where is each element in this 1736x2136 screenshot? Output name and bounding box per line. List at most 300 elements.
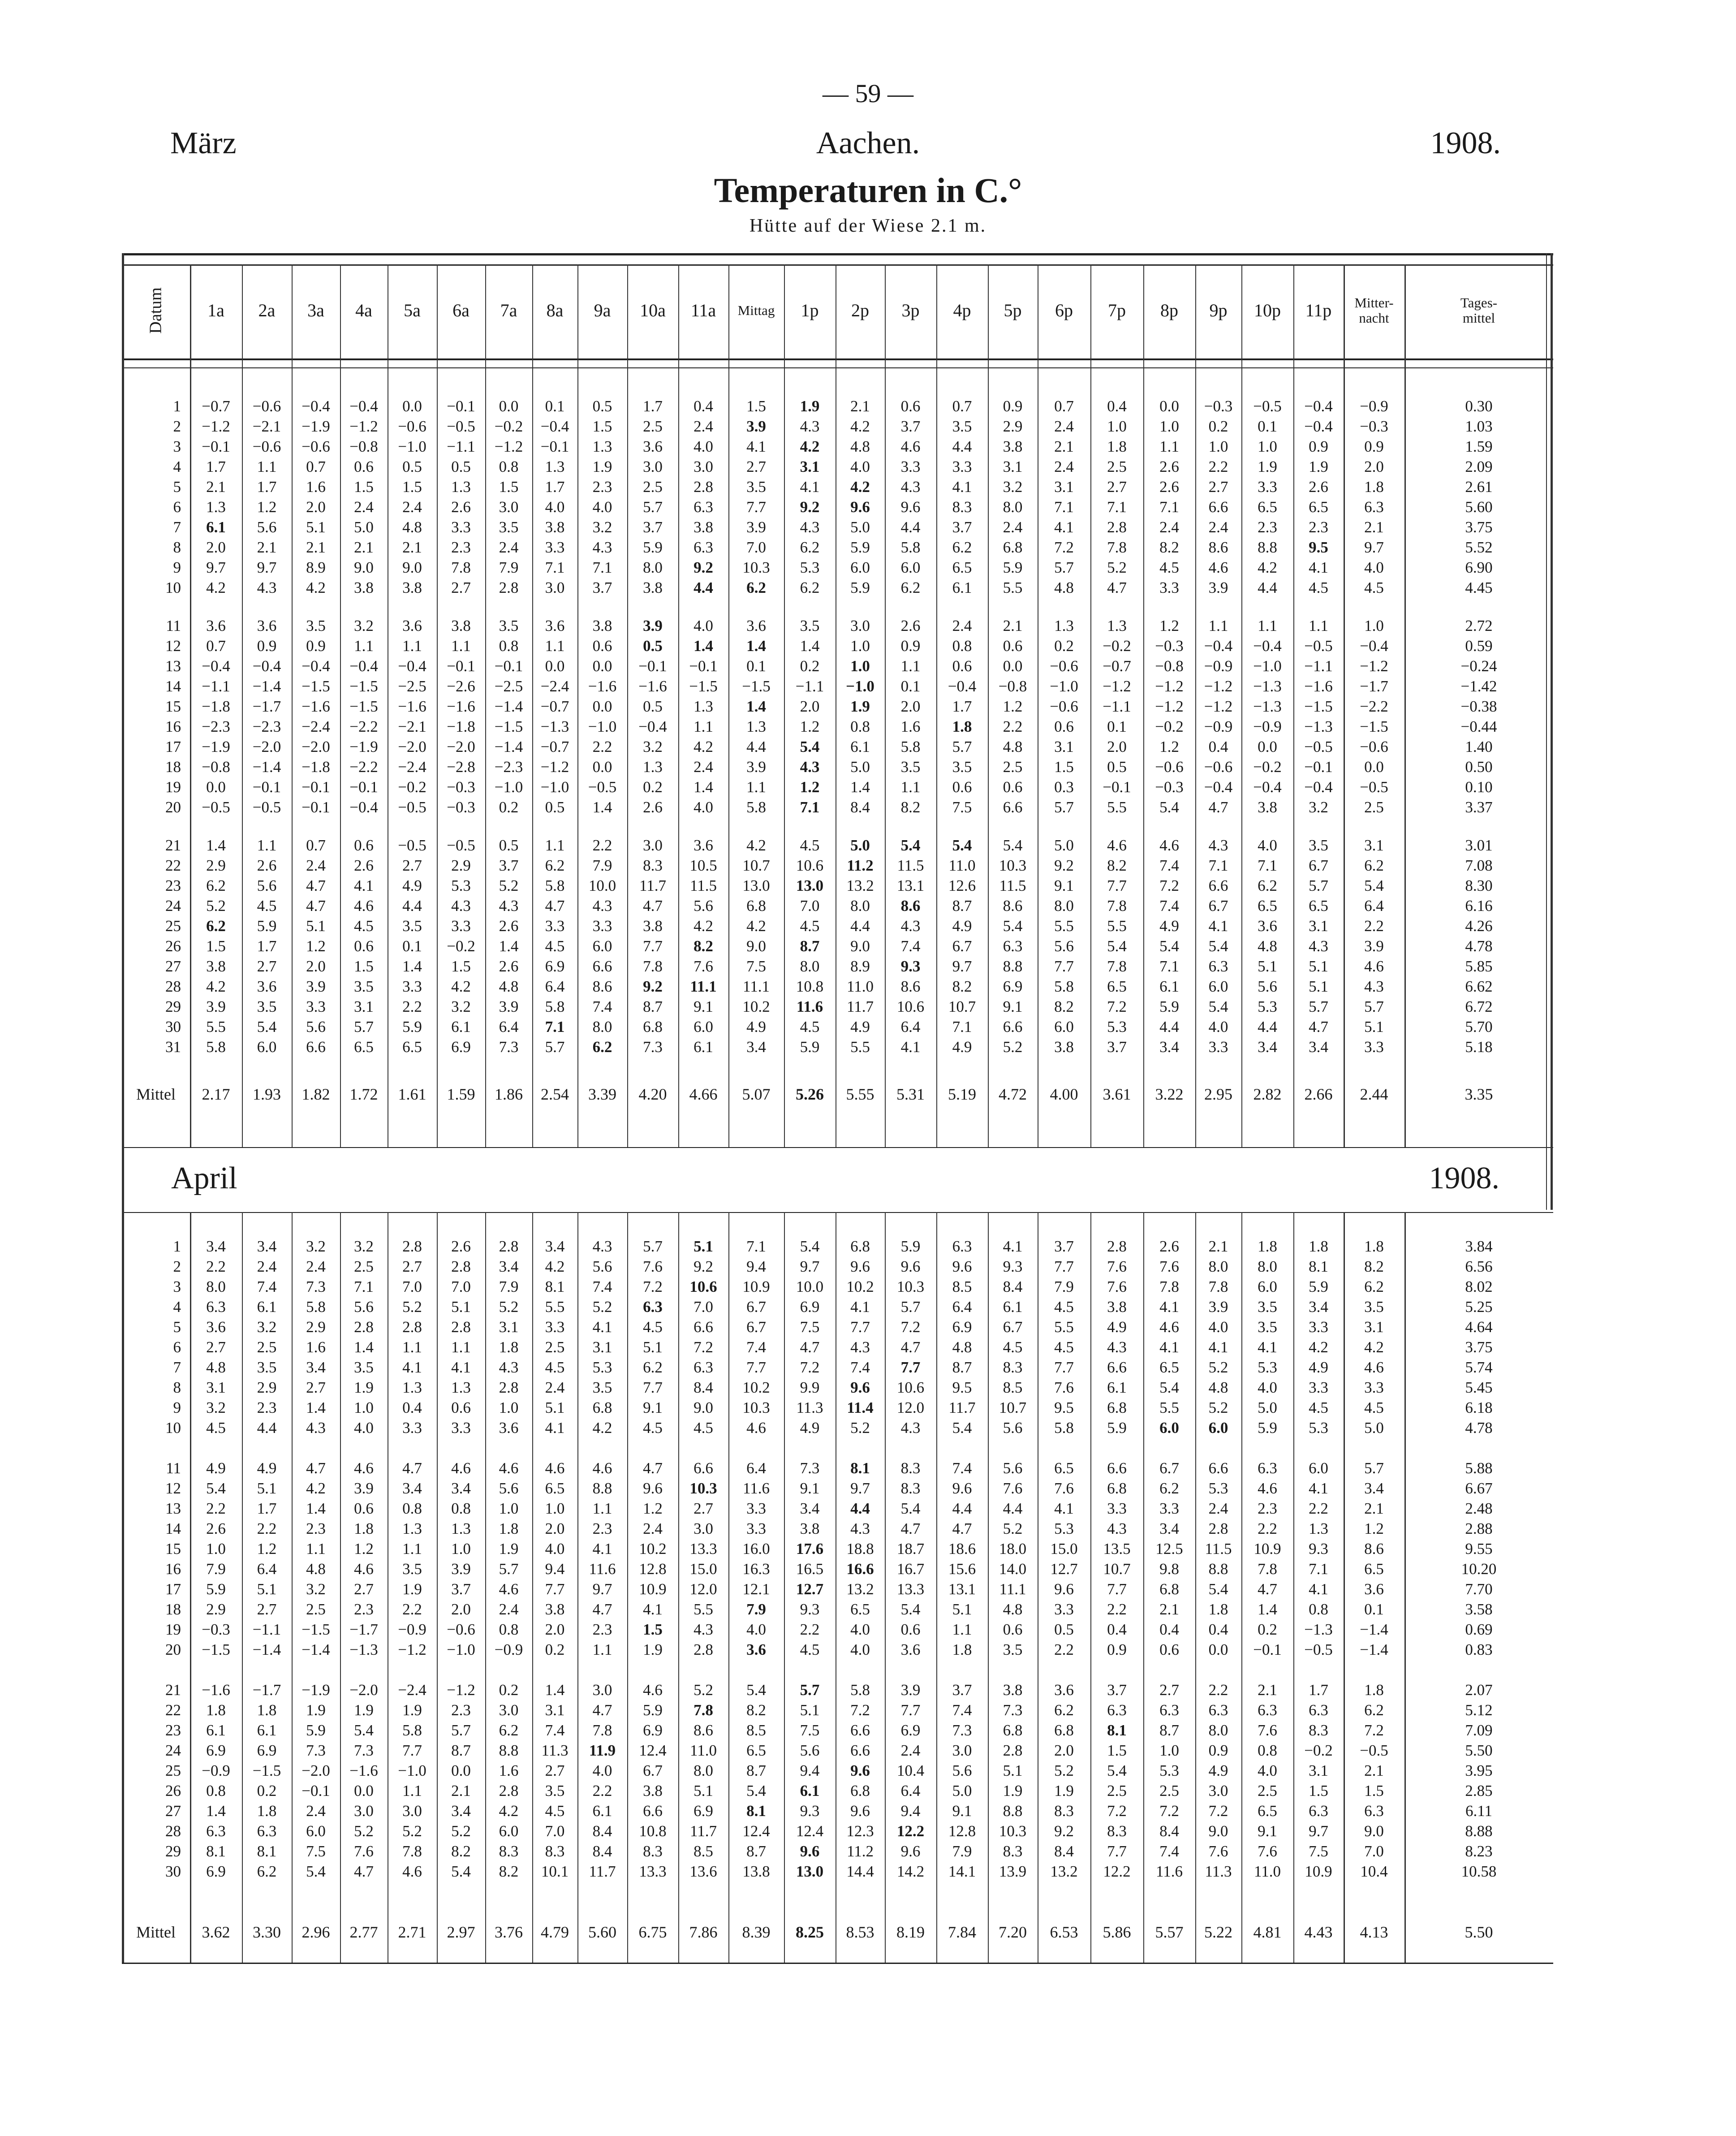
value-cell: −1.2 (202, 418, 230, 435)
value-cell: 1.7 (257, 1500, 277, 1517)
value-cell: 5.4 (800, 738, 820, 755)
value-cell: 0.9 (257, 637, 277, 655)
value-cell: 0.6 (592, 637, 612, 655)
value-cell: 0.5 (643, 698, 663, 715)
mittel-value: 8.53 (846, 1923, 874, 1941)
value-cell: 1.4 (1258, 1601, 1277, 1618)
value-cell: 2.8 (499, 1379, 519, 1396)
value-cell: 9.6 (952, 1480, 972, 1497)
column-header (577, 273, 627, 347)
value-cell: 3.6 (257, 978, 277, 995)
value-cell: 4.9 (1159, 917, 1179, 935)
value-cell: 1.1 (1159, 438, 1179, 455)
mittel-value: 8.39 (742, 1923, 771, 1941)
value-cell: 1.0 (1208, 438, 1228, 455)
value-cell: 2.2 (1258, 1520, 1277, 1537)
value-cell: 2.6 (1309, 478, 1328, 496)
value-cell: 2.1 (451, 1782, 471, 1799)
value-cell: 4.3 (1309, 937, 1328, 955)
value-cell: −0.5 (1304, 738, 1333, 755)
value-cell: 10.8 (639, 1822, 667, 1840)
value-cell: 2.2 (1054, 1641, 1074, 1658)
day-cell: 22 (165, 1701, 181, 1719)
value-cell: 3.5 (257, 1359, 277, 1376)
column-header-label: 11p (1305, 300, 1332, 320)
day-cell: 4 (173, 458, 181, 475)
day-cell: 27 (165, 958, 181, 975)
value-cell: 3.8 (1258, 798, 1277, 816)
value-cell: 2.7 (402, 857, 422, 874)
day-cell: 30 (165, 1018, 181, 1036)
mittel-value: 1.59 (447, 1085, 475, 1103)
value-cell: 3.5 (746, 478, 766, 496)
value-cell: 3.6 (545, 617, 565, 634)
value-cell: 5.4 (306, 1863, 326, 1880)
day-cell: 19 (165, 1621, 181, 1638)
value-cell: 13.0 (796, 1863, 824, 1880)
value-cell: 10.4 (1360, 1863, 1388, 1880)
value-cell: 3.1 (354, 998, 374, 1015)
value-cell: 0.0 (592, 758, 612, 776)
value-cell: 6.6 (1208, 877, 1228, 894)
value-cell: 1.2 (1159, 617, 1179, 634)
value-cell: 1.3 (746, 718, 766, 735)
value-cell: 1.3 (545, 458, 565, 475)
table-row (122, 417, 1553, 436)
value-cell: 3.3 (1309, 1379, 1328, 1396)
value-cell: 6.3 (1208, 958, 1228, 975)
value-cell: 2.4 (1054, 418, 1074, 435)
value-cell: −0.3 (1360, 418, 1388, 435)
value-cell: 3.95 (1465, 1762, 1493, 1779)
value-cell: 4.6 (354, 897, 374, 915)
value-cell: −0.6 (1360, 738, 1388, 755)
value-cell: 4.8 (206, 1359, 226, 1376)
value-cell: 1.5 (499, 478, 519, 496)
value-cell: 5.5 (545, 1298, 565, 1316)
value-cell: 8.6 (1364, 1540, 1384, 1558)
value-cell: 4.5 (1054, 1298, 1074, 1316)
value-cell: 0.1 (1107, 718, 1127, 735)
value-cell: 4.6 (1258, 1480, 1277, 1497)
value-cell: 6.2 (643, 1359, 663, 1376)
value-cell: 6.5 (1309, 498, 1328, 516)
value-cell: −0.3 (447, 778, 475, 796)
value-cell: 10.7 (742, 857, 770, 874)
value-cell: 1.1 (354, 637, 374, 655)
value-cell: −0.4 (349, 657, 378, 675)
value-cell: 5.0 (850, 518, 870, 536)
value-cell: 4.0 (850, 458, 870, 475)
value-cell: −0.5 (588, 778, 617, 796)
day-cell: 18 (165, 1601, 181, 1618)
value-cell: 6.4 (257, 1560, 277, 1578)
value-cell: −0.4 (252, 657, 281, 675)
value-cell: 5.2 (1054, 1762, 1074, 1779)
value-cell: 3.6 (643, 438, 663, 455)
value-cell: 1.1 (900, 778, 921, 796)
value-cell: 4.4 (1159, 1018, 1179, 1036)
value-cell: −0.4 (1253, 637, 1282, 655)
value-cell: 5.1 (694, 1238, 713, 1255)
column-header (1038, 273, 1090, 347)
value-cell: 0.30 (1465, 397, 1493, 415)
value-cell: 7.70 (1465, 1580, 1493, 1598)
value-cell: 0.9 (306, 637, 326, 655)
value-cell: 2.4 (499, 1601, 519, 1618)
value-cell: 4.3 (850, 1338, 870, 1356)
value-cell: 4.2 (451, 978, 471, 995)
value-cell: 9.1 (952, 1802, 972, 1820)
value-cell: 3.5 (545, 1782, 565, 1799)
value-cell: 2.2 (800, 1621, 820, 1638)
table-row (122, 558, 1553, 578)
value-cell: 3.8 (694, 518, 713, 536)
day-cell: 20 (165, 1641, 181, 1658)
value-cell: 7.8 (1258, 1560, 1277, 1578)
value-cell: 6.7 (1208, 897, 1228, 915)
value-cell: 9.55 (1465, 1540, 1493, 1558)
value-cell: 4.3 (499, 1359, 519, 1376)
mittel-value: 5.57 (1155, 1923, 1184, 1941)
value-cell: 4.9 (206, 1459, 226, 1477)
value-cell: 3.4 (206, 1238, 226, 1255)
day-cell: 20 (165, 798, 181, 816)
value-cell: 0.2 (545, 1641, 565, 1658)
value-cell: 2.1 (257, 539, 277, 556)
value-cell: 4.3 (800, 418, 820, 435)
value-cell: −1.7 (1360, 677, 1388, 695)
value-cell: 6.2 (1364, 1278, 1384, 1295)
value-cell: 0.2 (257, 1782, 277, 1799)
value-cell: 3.4 (451, 1802, 471, 1820)
value-cell: 3.01 (1465, 837, 1493, 854)
value-cell: 5.5 (206, 1018, 226, 1036)
value-cell: 2.2 (257, 1520, 277, 1537)
value-cell: 3.6 (257, 617, 277, 634)
value-cell: 8.0 (1258, 1258, 1277, 1275)
value-cell: 14.2 (896, 1863, 925, 1880)
value-cell: 9.5 (1309, 539, 1328, 556)
value-cell: 7.8 (1208, 1278, 1228, 1295)
value-cell: −0.1 (494, 657, 523, 675)
mittel-value: 2.82 (1253, 1085, 1282, 1103)
value-cell: 11.6 (589, 1560, 616, 1578)
value-cell: 1.1 (952, 1621, 972, 1638)
column-header-label: Datum (146, 287, 165, 334)
value-cell: −1.3 (349, 1641, 378, 1658)
value-cell: 5.0 (354, 518, 374, 536)
value-cell: 7.4 (1159, 1843, 1179, 1860)
table-row (122, 757, 1553, 777)
value-cell: 5.9 (1258, 1419, 1277, 1437)
value-cell: 5.4 (952, 837, 972, 854)
value-cell: 0.6 (1054, 718, 1074, 735)
value-cell: 7.2 (1208, 1802, 1228, 1820)
value-cell: 0.4 (402, 1399, 422, 1416)
value-cell: 5.4 (1364, 877, 1384, 894)
value-cell: 5.74 (1465, 1359, 1493, 1376)
value-cell: 9.3 (1003, 1258, 1023, 1275)
value-cell: 4.7 (900, 1520, 921, 1537)
value-cell: 3.3 (746, 1500, 766, 1517)
value-cell: 6.2 (257, 1863, 277, 1880)
value-cell: 1.1 (545, 637, 565, 655)
value-cell: 3.0 (694, 458, 713, 475)
day-cell: 13 (165, 657, 181, 675)
value-cell: 8.30 (1465, 877, 1493, 894)
value-cell: −1.5 (1304, 698, 1333, 715)
value-cell: −0.9 (494, 1641, 523, 1658)
value-cell: 2.2 (592, 1782, 612, 1799)
value-cell: 5.2 (402, 1298, 422, 1316)
value-cell: −1.1 (252, 1621, 281, 1638)
value-cell: 13.1 (948, 1580, 976, 1598)
value-cell: 3.0 (643, 837, 663, 854)
day-cell: 3 (173, 438, 181, 455)
value-cell: 5.25 (1465, 1298, 1493, 1316)
value-cell: 16.7 (896, 1560, 925, 1578)
value-cell: 4.5 (545, 1802, 565, 1820)
value-cell: 5.2 (354, 1822, 374, 1840)
value-cell: −0.5 (252, 798, 281, 816)
value-cell: 4.5 (545, 1359, 565, 1376)
value-cell: 4.9 (1107, 1318, 1127, 1336)
value-cell: 2.8 (1003, 1742, 1023, 1759)
value-cell: 1.8 (1258, 1238, 1277, 1255)
day-cell: 26 (165, 1782, 181, 1799)
value-cell: 17.6 (796, 1540, 824, 1558)
value-cell: 3.5 (952, 758, 972, 776)
value-cell: 3.0 (499, 1701, 519, 1719)
value-cell: 18.0 (999, 1540, 1027, 1558)
value-cell: 3.6 (1258, 917, 1277, 935)
value-cell: −0.4 (1204, 637, 1233, 655)
value-cell: 2.7 (1159, 1681, 1179, 1699)
value-cell: 4.5 (1364, 579, 1384, 596)
table-row (122, 896, 1553, 916)
value-cell: 4.2 (206, 978, 226, 995)
value-cell: 6.6 (1107, 1459, 1127, 1477)
value-cell: −2.3 (252, 718, 281, 735)
value-cell: 3.3 (1258, 478, 1277, 496)
value-cell: 3.2 (206, 1399, 226, 1416)
day-cell: 11 (166, 617, 181, 634)
value-cell: 1.1 (306, 1540, 326, 1558)
value-cell: 10.3 (896, 1278, 925, 1295)
value-cell: 5.85 (1465, 958, 1493, 975)
value-cell: 5.2 (1208, 1399, 1228, 1416)
value-cell: 4.9 (1208, 1762, 1228, 1779)
value-cell: 0.83 (1465, 1641, 1493, 1658)
value-cell: 6.2 (206, 917, 226, 935)
value-cell: 4.2 (306, 1480, 326, 1497)
value-cell: 3.3 (1309, 1318, 1328, 1336)
value-cell: 8.5 (952, 1278, 972, 1295)
value-cell: 1.0 (499, 1500, 519, 1517)
value-cell: 6.4 (1364, 897, 1384, 915)
value-cell: −0.8 (1155, 657, 1184, 675)
value-cell: 3.4 (306, 1359, 326, 1376)
value-cell: 3.4 (499, 1258, 519, 1275)
mittel-value: 3.30 (253, 1923, 281, 1941)
day-cell: 14 (165, 677, 181, 695)
value-cell: 8.9 (850, 958, 870, 975)
value-cell: 6.9 (800, 1298, 820, 1316)
value-cell: 1.4 (306, 1399, 326, 1416)
value-cell: 2.0 (306, 958, 326, 975)
day-cell: 21 (165, 837, 181, 854)
value-cell: 6.8 (592, 1399, 612, 1416)
value-cell: −1.6 (302, 698, 330, 715)
value-cell: 2.0 (1054, 1742, 1074, 1759)
value-cell: −1.0 (494, 778, 523, 796)
value-cell: 6.5 (746, 1742, 766, 1759)
value-cell: 3.2 (592, 518, 612, 536)
value-cell: 0.4 (1208, 738, 1228, 755)
value-cell: 7.1 (1159, 958, 1179, 975)
value-cell: 5.2 (402, 1822, 422, 1840)
value-cell: 5.7 (1364, 1459, 1384, 1477)
value-cell: 4.26 (1465, 917, 1493, 935)
column-header (1143, 273, 1195, 347)
value-cell: 0.9 (1309, 438, 1328, 455)
value-cell: 0.5 (592, 397, 612, 415)
column-header (1404, 273, 1553, 347)
value-cell: 0.2 (1208, 418, 1228, 435)
value-cell: 6.5 (1364, 1560, 1384, 1578)
value-cell: 7.9 (952, 1843, 972, 1860)
value-cell: 5.3 (1107, 1018, 1127, 1036)
value-cell: 4.7 (1208, 798, 1228, 816)
value-cell: 5.9 (643, 539, 663, 556)
value-cell: 5.6 (354, 1298, 374, 1316)
value-cell: 9.0 (850, 937, 870, 955)
value-cell: 1.8 (1364, 1238, 1384, 1255)
value-cell: −0.4 (349, 397, 378, 415)
column-header-label: 9a (594, 300, 611, 320)
value-cell: 5.45 (1465, 1379, 1493, 1396)
value-cell: 7.6 (1258, 1722, 1277, 1739)
value-cell: 6.8 (1003, 1722, 1023, 1739)
value-cell: 9.1 (1258, 1822, 1277, 1840)
value-cell: 7.8 (592, 1722, 612, 1739)
value-cell: 4.0 (694, 438, 713, 455)
value-cell: 5.12 (1465, 1701, 1493, 1719)
value-cell: 3.3 (451, 1419, 471, 1437)
value-cell: 3.7 (451, 1580, 471, 1598)
value-cell: 2.5 (1159, 1782, 1179, 1799)
value-cell: 4.0 (1258, 1762, 1277, 1779)
value-cell: 0.8 (499, 637, 519, 655)
value-cell: 7.1 (746, 1238, 766, 1255)
value-cell: 7.7 (402, 1742, 422, 1759)
value-cell: 5.3 (1309, 1419, 1328, 1437)
value-cell: 3.1 (1364, 837, 1384, 854)
value-cell: 7.7 (1054, 1359, 1074, 1376)
value-cell: 6.3 (1258, 1459, 1277, 1477)
value-cell: 1.0 (1364, 617, 1384, 634)
value-cell: 9.8 (1159, 1560, 1179, 1578)
value-cell: −0.4 (1304, 397, 1333, 415)
value-cell: 1.3 (451, 478, 471, 496)
value-cell: 2.3 (1309, 518, 1328, 536)
value-cell: 5.9 (402, 1018, 422, 1036)
value-cell: 2.2 (1107, 1601, 1127, 1618)
value-cell: −0.1 (302, 778, 330, 796)
value-cell: −1.3 (1253, 698, 1282, 715)
value-cell: 1.8 (1208, 1601, 1228, 1618)
value-cell: 6.3 (1364, 498, 1384, 516)
value-cell: 1.7 (952, 698, 972, 715)
value-cell: −0.9 (202, 1762, 230, 1779)
value-cell: 11.7 (948, 1399, 976, 1416)
day-cell: 28 (165, 978, 181, 995)
value-cell: 2.8 (402, 1238, 422, 1255)
value-cell: 5.7 (1309, 998, 1328, 1015)
value-cell: 5.1 (1309, 958, 1328, 975)
table-row (122, 1781, 1553, 1801)
value-cell: 5.6 (694, 897, 713, 915)
value-cell: −0.8 (349, 438, 378, 455)
value-cell: 7.3 (1003, 1701, 1023, 1719)
value-cell: 3.4 (1364, 1480, 1384, 1497)
value-cell: 2.6 (499, 917, 519, 935)
value-cell: 4.3 (1208, 837, 1228, 854)
value-cell: 5.1 (800, 1701, 820, 1719)
value-cell: 8.1 (850, 1459, 870, 1477)
value-cell: 4.9 (800, 1419, 820, 1437)
city-label: Aachen. (816, 126, 920, 160)
column-header-label: 4p (953, 300, 971, 320)
value-cell: 4.0 (592, 1762, 612, 1779)
value-cell: 5.1 (1258, 958, 1277, 975)
column-header-label: 8p (1160, 300, 1178, 320)
value-cell: 6.9 (1003, 978, 1023, 995)
value-cell: 3.9 (354, 1480, 374, 1497)
value-cell: 7.7 (1107, 877, 1127, 894)
value-cell: −1.2 (1204, 698, 1233, 715)
value-cell: 3.5 (1258, 1298, 1277, 1316)
value-cell: 2.1 (1364, 1762, 1384, 1779)
column-header-label: 2a (258, 300, 276, 320)
value-cell: 0.0 (1258, 738, 1277, 755)
value-cell: 4.3 (900, 917, 921, 935)
value-cell: 4.1 (952, 478, 972, 496)
value-cell: 0.7 (306, 837, 326, 854)
value-cell: 6.2 (800, 539, 820, 556)
value-cell: 4.5 (800, 917, 820, 935)
value-cell: 11.2 (847, 857, 874, 874)
value-cell: 5.7 (1054, 559, 1074, 576)
value-cell: 2.5 (643, 418, 663, 435)
value-cell: 0.9 (1364, 438, 1384, 455)
value-cell: 2.1 (850, 397, 870, 415)
value-cell: 3.1 (1054, 478, 1074, 496)
value-cell: 0.0 (545, 657, 565, 675)
value-cell: 2.72 (1465, 617, 1493, 634)
value-cell: 3.9 (306, 978, 326, 995)
value-cell: 8.2 (1107, 857, 1127, 874)
mittel-value: 1.86 (495, 1085, 523, 1103)
value-cell: 6.9 (694, 1802, 713, 1820)
value-cell: 11.7 (589, 1863, 616, 1880)
value-cell: 3.8 (592, 617, 612, 634)
value-cell: 3.8 (1107, 1298, 1127, 1316)
value-cell: 2.2 (1208, 458, 1228, 475)
value-cell: 0.1 (746, 657, 766, 675)
value-cell: −1.5 (252, 1762, 281, 1779)
